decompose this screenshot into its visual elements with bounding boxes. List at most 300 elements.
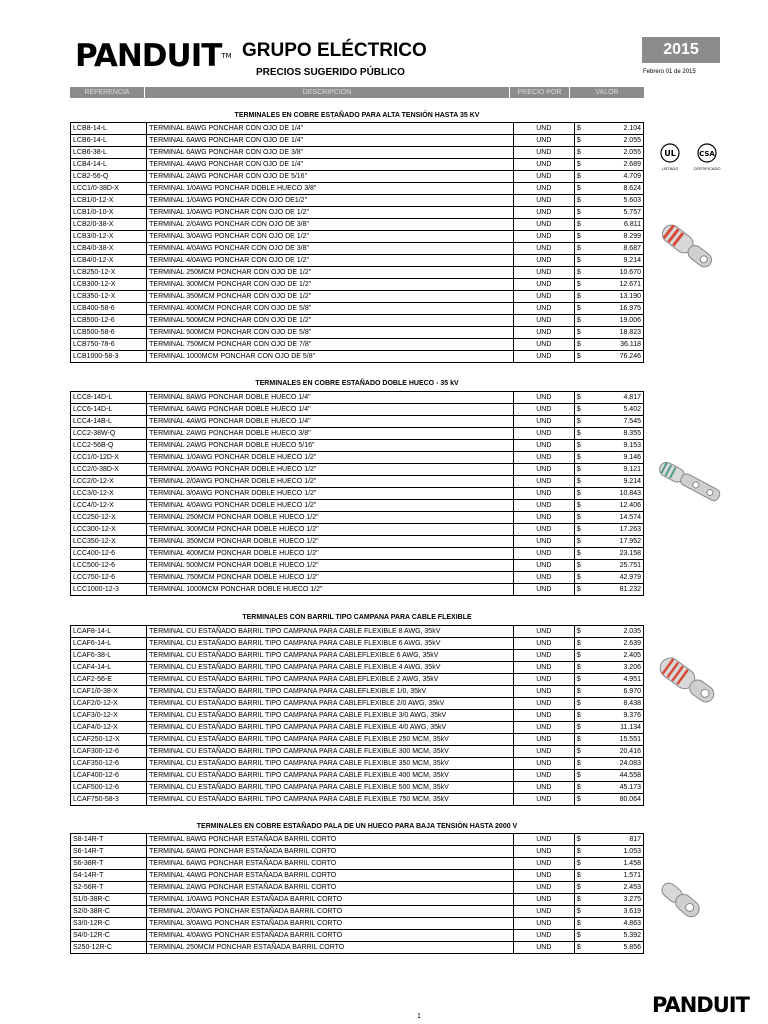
table-row xyxy=(71,906,644,918)
cell-description: TERMINAL 1/0AWG PONCHAR ESTAÑADA BARRIL CORTO xyxy=(147,894,514,906)
cell-description: TERMINAL 2/0AWG PONCHAR DOBLE HUECO 1/2" xyxy=(147,476,514,488)
table-row xyxy=(71,894,644,906)
cell-reference: LCAF8-14-L xyxy=(71,626,147,638)
lug-double-hole-image xyxy=(650,455,730,511)
cell-unit: UND xyxy=(513,638,574,650)
cell-unit: UND xyxy=(513,231,574,243)
table-row xyxy=(71,734,644,746)
cell-unit: UND xyxy=(513,918,574,930)
cell-unit: UND xyxy=(513,512,574,524)
cell-currency: $ xyxy=(574,159,587,171)
cell-reference: LCC8-14D-L xyxy=(71,392,147,404)
cell-description: TERMINAL 6AWG PONCHAR CON OJO DE 1/4" xyxy=(147,135,514,147)
cell-currency: $ xyxy=(574,147,587,159)
cell-unit: UND xyxy=(513,536,574,548)
cell-currency: $ xyxy=(574,392,587,404)
cell-price: 19.006 xyxy=(587,315,644,327)
cell-price: 14.574 xyxy=(587,512,644,524)
cell-reference: LCAF400-12-6 xyxy=(71,770,147,782)
cell-description: TERMINAL 8AWG PONCHAR CON OJO DE 1/4" xyxy=(147,123,514,135)
cell-description: TERMINAL 1000MCM PONCHAR CON OJO DE 5/8" xyxy=(147,351,514,363)
cell-price: 24.083 xyxy=(587,758,644,770)
cell-currency: $ xyxy=(574,512,587,524)
section-title-doble-hueco: TERMINALES EN COBRE ESTAÑADO DOBLE HUECO - 35 kV xyxy=(255,380,459,387)
cell-reference: S3/0-12R-C xyxy=(71,918,147,930)
cell-unit: UND xyxy=(513,440,574,452)
cell-unit: UND xyxy=(513,626,574,638)
cell-price: 4.951 xyxy=(587,674,644,686)
cell-price: 25.751 xyxy=(587,560,644,572)
cell-price: 20.416 xyxy=(587,746,644,758)
cell-price: 9.153 xyxy=(587,440,644,452)
cell-price: 3.206 xyxy=(587,662,644,674)
cell-description: TERMINAL 2AWG PONCHAR ESTAÑADA BARRIL CORTO xyxy=(147,882,514,894)
cell-price: 4.817 xyxy=(587,392,644,404)
cell-description: TERMINAL 250MCM PONCHAR CON OJO DE 1/2" xyxy=(147,267,514,279)
cell-currency: $ xyxy=(574,662,587,674)
table-row xyxy=(71,722,644,734)
cell-reference: LCAF350-12-6 xyxy=(71,758,147,770)
cell-description: TERMINAL 3/0AWG PONCHAR CON OJO DE 1/2" xyxy=(147,231,514,243)
table-row xyxy=(71,404,644,416)
cell-reference: LCC3/0-12-X xyxy=(71,488,147,500)
table-row xyxy=(71,267,644,279)
cell-currency: $ xyxy=(574,698,587,710)
cell-unit: UND xyxy=(513,183,574,195)
brand-name: PANDUIT xyxy=(75,38,222,74)
table-row xyxy=(71,572,644,584)
table-row xyxy=(71,219,644,231)
cell-description: TERMINAL CU ESTAÑADO BARRIL TIPO CAMPANA PARA CABLEFLEXIBLE 6 AWG, 35kV xyxy=(147,650,514,662)
cell-reference: LCC2-38W-Q xyxy=(71,428,147,440)
table-row xyxy=(71,584,644,596)
cell-unit: UND xyxy=(513,159,574,171)
cell-price: 2.035 xyxy=(587,626,644,638)
cell-unit: UND xyxy=(513,686,574,698)
cell-price: 12.671 xyxy=(587,279,644,291)
cell-description: TERMINAL 750MCM PONCHAR DOBLE HUECO 1/2" xyxy=(147,572,514,584)
cell-unit: UND xyxy=(513,650,574,662)
cell-description: TERMINAL 500MCM PONCHAR CON OJO DE 5/8" xyxy=(147,327,514,339)
table-row xyxy=(71,183,644,195)
cell-reference: LCAF3/0-12-X xyxy=(71,710,147,722)
cell-currency: $ xyxy=(574,440,587,452)
cell-reference: LCB400-58-6 xyxy=(71,303,147,315)
cell-unit: UND xyxy=(513,942,574,954)
cell-price: 15.551 xyxy=(587,734,644,746)
table-row xyxy=(71,428,644,440)
cell-currency: $ xyxy=(574,536,587,548)
cell-reference: LCB4-14-L xyxy=(71,159,147,171)
cell-reference: LCC2/0-12-X xyxy=(71,476,147,488)
cell-description: TERMINAL CU ESTAÑADO BARRIL TIPO CAMPANA PARA CABLE FLEXIBLE 500 MCM, 35kV xyxy=(147,782,514,794)
cell-currency: $ xyxy=(574,267,587,279)
column-header-desc: DESCRIPCIÓN xyxy=(145,87,510,98)
cell-price: 9.146 xyxy=(587,452,644,464)
cell-currency: $ xyxy=(574,734,587,746)
svg-text:UL: UL xyxy=(664,149,676,158)
cell-price: 44.558 xyxy=(587,770,644,782)
cell-reference: LCAF6-38-L xyxy=(71,650,147,662)
cell-reference: LCC2/0-38D-X xyxy=(71,464,147,476)
cell-unit: UND xyxy=(513,858,574,870)
section-title-barril-campana: TERMINALES CON BARRIL TIPO CAMPANA PARA CABLE FLEXIBLE xyxy=(242,614,472,621)
cell-reference: LCC2-56B-Q xyxy=(71,440,147,452)
csa-certified-label: CERTIFICADO xyxy=(693,166,721,171)
cell-price: 9.214 xyxy=(587,476,644,488)
cell-currency: $ xyxy=(574,882,587,894)
cell-reference: LCB2/0-38-X xyxy=(71,219,147,231)
cell-currency: $ xyxy=(574,674,587,686)
cell-reference: LCC300-12-X xyxy=(71,524,147,536)
cell-currency: $ xyxy=(574,404,587,416)
table-row xyxy=(71,548,644,560)
cell-description: TERMINAL CU ESTAÑADO BARRIL TIPO CAMPANA PARA CABLE FLEXIBLE 3/0 AWG, 35kV xyxy=(147,710,514,722)
cell-unit: UND xyxy=(513,207,574,219)
table-row xyxy=(71,930,644,942)
cell-unit: UND xyxy=(513,123,574,135)
cell-unit: UND xyxy=(513,746,574,758)
cell-description: TERMINAL 2AWG PONCHAR CON OJO DE 5/16" xyxy=(147,171,514,183)
cell-unit: UND xyxy=(513,195,574,207)
cell-unit: UND xyxy=(513,674,574,686)
cell-reference: LCAF2/0-12-X xyxy=(71,698,147,710)
cell-unit: UND xyxy=(513,882,574,894)
section-title-alta-tension: TERMINALES EN COBRE ESTAÑADO PARA ALTA TENSIÓN HASTA 35 KV xyxy=(234,112,480,119)
cell-reference: LCC4/0-12-X xyxy=(71,500,147,512)
cell-price: 5.603 xyxy=(587,195,644,207)
cell-reference: LCB300-12-X xyxy=(71,279,147,291)
cell-reference: LCC1/0-38D-X xyxy=(71,183,147,195)
cell-unit: UND xyxy=(513,758,574,770)
cell-currency: $ xyxy=(574,794,587,806)
table-row xyxy=(71,674,644,686)
table-row xyxy=(71,243,644,255)
cell-currency: $ xyxy=(574,219,587,231)
cell-description: TERMINAL 6AWG PONCHAR ESTAÑADA BARRIL CORTO xyxy=(147,858,514,870)
cell-reference: LCAF500-12-6 xyxy=(71,782,147,794)
cell-reference: LCB4/0-38-X xyxy=(71,243,147,255)
cell-description: TERMINAL 3/0AWG PONCHAR DOBLE HUECO 1/2" xyxy=(147,488,514,500)
cell-reference: LCB8-14-L xyxy=(71,123,147,135)
cell-reference: LCB350-12-X xyxy=(71,291,147,303)
cell-unit: UND xyxy=(513,452,574,464)
cell-unit: UND xyxy=(513,524,574,536)
cell-unit: UND xyxy=(513,488,574,500)
cell-price: 2.104 xyxy=(587,123,644,135)
cell-price: 2.055 xyxy=(587,135,644,147)
cell-unit: UND xyxy=(513,846,574,858)
cell-reference: LCAF2-56-E xyxy=(71,674,147,686)
cell-reference: LCC500-12-6 xyxy=(71,560,147,572)
table-row xyxy=(71,476,644,488)
cell-reference: LCB750-78-6 xyxy=(71,339,147,351)
cell-currency: $ xyxy=(574,758,587,770)
cell-currency: $ xyxy=(574,171,587,183)
cell-description: TERMINAL 1000MCM PONCHAR DOBLE HUECO 1/2" xyxy=(147,584,514,596)
table-row xyxy=(71,279,644,291)
cell-unit: UND xyxy=(513,894,574,906)
cell-reference: LCB6-14-L xyxy=(71,135,147,147)
table-row xyxy=(71,171,644,183)
cell-reference: LCC4-14B-L xyxy=(71,416,147,428)
cell-reference: S2-56R-T xyxy=(71,882,147,894)
cell-price: 5.856 xyxy=(587,942,644,954)
cell-description: TERMINAL 3/0AWG PONCHAR ESTAÑADA BARRIL CORTO xyxy=(147,918,514,930)
cell-currency: $ xyxy=(574,894,587,906)
cell-unit: UND xyxy=(513,662,574,674)
table-row xyxy=(71,686,644,698)
cell-price: 10.843 xyxy=(587,488,644,500)
cell-currency: $ xyxy=(574,650,587,662)
cell-description: TERMINAL 2AWG PONCHAR DOBLE HUECO 5/16" xyxy=(147,440,514,452)
cell-unit: UND xyxy=(513,734,574,746)
cell-currency: $ xyxy=(574,183,587,195)
cell-description: TERMINAL 300MCM PONCHAR CON OJO DE 1/2" xyxy=(147,279,514,291)
cell-currency: $ xyxy=(574,303,587,315)
cell-unit: UND xyxy=(513,710,574,722)
cell-price: 12.406 xyxy=(587,500,644,512)
table-row xyxy=(71,758,644,770)
cell-description: TERMINAL CU ESTAÑADO BARRIL TIPO CAMPANA PARA CABLE FLEXIBLE 400 MCM, 35kV xyxy=(147,770,514,782)
cell-currency: $ xyxy=(574,428,587,440)
cell-currency: $ xyxy=(574,548,587,560)
cell-price: 16.975 xyxy=(587,303,644,315)
table-row xyxy=(71,231,644,243)
cell-price: 6.970 xyxy=(587,686,644,698)
cell-reference: LCAF6-14-L xyxy=(71,638,147,650)
cell-unit: UND xyxy=(513,906,574,918)
cell-price: 4.709 xyxy=(587,171,644,183)
cell-currency: $ xyxy=(574,315,587,327)
cell-currency: $ xyxy=(574,560,587,572)
panduit-logo-footer: PANDUIT xyxy=(652,993,749,1017)
table-row xyxy=(71,135,644,147)
table-row xyxy=(71,782,644,794)
cell-unit: UND xyxy=(513,327,574,339)
table-row xyxy=(71,846,644,858)
table-row xyxy=(71,464,644,476)
cell-reference: LCC250-12-X xyxy=(71,512,147,524)
table-row xyxy=(71,662,644,674)
cell-currency: $ xyxy=(574,942,587,954)
cell-price: 18.823 xyxy=(587,327,644,339)
cell-reference: S2/0-38R-C xyxy=(71,906,147,918)
cell-description: TERMINAL 250MCM PONCHAR ESTAÑADA BARRIL CORTO xyxy=(147,942,514,954)
table-row xyxy=(71,327,644,339)
cell-currency: $ xyxy=(574,584,587,596)
cell-price: 1.458 xyxy=(587,858,644,870)
cell-unit: UND xyxy=(513,770,574,782)
cell-reference: S4/0-12R-C xyxy=(71,930,147,942)
cell-unit: UND xyxy=(513,339,574,351)
cell-price: 5.757 xyxy=(587,207,644,219)
lug-flex-cable-image xyxy=(648,648,728,714)
table-row xyxy=(71,339,644,351)
table-row xyxy=(71,315,644,327)
cell-price: 81.232 xyxy=(587,584,644,596)
cell-unit: UND xyxy=(513,548,574,560)
cell-price: 9.214 xyxy=(587,255,644,267)
cell-unit: UND xyxy=(513,279,574,291)
column-header-ref: REFERENCIA xyxy=(70,87,145,98)
cell-reference: LCB4/0-12-X xyxy=(71,255,147,267)
cell-currency: $ xyxy=(574,686,587,698)
cell-description: TERMINAL CU ESTAÑADO BARRIL TIPO CAMPANA PARA CABLEFLEXIBLE 2 AWG, 35kV xyxy=(147,674,514,686)
cell-price: 3.619 xyxy=(587,906,644,918)
cell-description: TERMINAL 6AWG PONCHAR CON OJO DE 3/8" xyxy=(147,147,514,159)
table-row xyxy=(71,524,644,536)
column-header-unit: PRECIO POR xyxy=(510,87,570,98)
cell-unit: UND xyxy=(513,315,574,327)
page-number: 1 xyxy=(417,1013,421,1020)
cell-description: TERMINAL 1/0AWG PONCHAR CON OJO DE1/2" xyxy=(147,195,514,207)
cell-description: TERMINAL CU ESTAÑADO BARRIL TIPO CAMPANA PARA CABLE FLEXIBLE 350 MCM, 35kV xyxy=(147,758,514,770)
cell-price: 8.687 xyxy=(587,243,644,255)
price-table-alta-tension xyxy=(70,122,644,363)
table-row xyxy=(71,147,644,159)
cell-reference: LCB1/0-12-X xyxy=(71,195,147,207)
cell-price: 5.392 xyxy=(587,930,644,942)
cell-unit: UND xyxy=(513,782,574,794)
cell-description: TERMINAL 2/0AWG PONCHAR CON OJO DE 3/8" xyxy=(147,219,514,231)
cell-price: 9.376 xyxy=(587,710,644,722)
cell-reference: LCAF4/0-12-X xyxy=(71,722,147,734)
table-row xyxy=(71,512,644,524)
cell-unit: UND xyxy=(513,722,574,734)
section-title-baja-tension: TERMINALES EN COBRE ESTAÑADO PALA DE UN HUECO PARA BAJA TENSIÓN HASTA 2000 V xyxy=(196,823,518,830)
cell-reference: S6-14R-T xyxy=(71,846,147,858)
cell-description: TERMINAL 4AWG PONCHAR CON OJO DE 1/4" xyxy=(147,159,514,171)
cell-reference: LCAF250-12-X xyxy=(71,734,147,746)
cell-reference: LCB6-38-L xyxy=(71,147,147,159)
lug-low-voltage-image xyxy=(652,876,712,926)
cell-reference: LCAF4-14-L xyxy=(71,662,147,674)
cell-unit: UND xyxy=(513,135,574,147)
cell-description: TERMINAL 8AWG PONCHAR ESTAÑADA BARRIL CORTO xyxy=(147,834,514,846)
cell-price: 45.173 xyxy=(587,782,644,794)
lug-single-hole-image xyxy=(648,214,728,280)
cell-description: TERMINAL CU ESTAÑADO BARRIL TIPO CAMPANA PARA CABLE FLEXIBLE 4/0 AWG, 35kV xyxy=(147,722,514,734)
cell-price: 11.134 xyxy=(587,722,644,734)
cell-currency: $ xyxy=(574,918,587,930)
cell-price: 8.624 xyxy=(587,183,644,195)
panduit-logo xyxy=(75,40,232,72)
cell-currency: $ xyxy=(574,500,587,512)
cell-currency: $ xyxy=(574,207,587,219)
cell-currency: $ xyxy=(574,291,587,303)
cell-currency: $ xyxy=(574,123,587,135)
cell-price: 76.246 xyxy=(587,351,644,363)
brand-trademark: TM xyxy=(221,52,232,60)
cell-currency: $ xyxy=(574,906,587,918)
table-row xyxy=(71,536,644,548)
cell-description: TERMINAL CU ESTAÑADO BARRIL TIPO CAMPANA PARA CABLEFLEXIBLE 2/0 AWG, 35kV xyxy=(147,698,514,710)
cell-price: 3.275 xyxy=(587,894,644,906)
cell-description: TERMINAL CU ESTAÑADO BARRIL TIPO CAMPANA PARA CABLEFLEXIBLE 1/0, 35kV xyxy=(147,686,514,698)
column-header-row xyxy=(70,87,644,98)
csa-logo-icon xyxy=(692,143,722,165)
table-row xyxy=(71,746,644,758)
cell-currency: $ xyxy=(574,870,587,882)
price-table-barril-campana xyxy=(70,625,644,806)
cell-reference: LCB250-12-X xyxy=(71,267,147,279)
cell-description: TERMINAL 4AWG PONCHAR DOBLE HUECO 1/4" xyxy=(147,416,514,428)
cell-unit: UND xyxy=(513,255,574,267)
table-row xyxy=(71,351,644,363)
table-row xyxy=(71,303,644,315)
cell-unit: UND xyxy=(513,464,574,476)
cell-currency: $ xyxy=(574,858,587,870)
cell-description: TERMINAL 1/0AWG PONCHAR CON OJO DE 1/2" xyxy=(147,207,514,219)
cell-description: TERMINAL 6AWG PONCHAR ESTAÑADA BARRIL CORTO xyxy=(147,846,514,858)
cell-price: 2.639 xyxy=(587,638,644,650)
price-table-baja-tension xyxy=(70,833,644,954)
cell-price: 17.263 xyxy=(587,524,644,536)
cell-unit: UND xyxy=(513,147,574,159)
cell-currency: $ xyxy=(574,327,587,339)
cell-unit: UND xyxy=(513,303,574,315)
cell-price: 2.689 xyxy=(587,159,644,171)
cell-currency: $ xyxy=(574,231,587,243)
cell-description: TERMINAL 2/0AWG PONCHAR ESTAÑADA BARRIL CORTO xyxy=(147,906,514,918)
cell-currency: $ xyxy=(574,710,587,722)
cell-currency: $ xyxy=(574,638,587,650)
cell-price: 8.438 xyxy=(587,698,644,710)
cell-description: TERMINAL 4AWG PONCHAR ESTAÑADA BARRIL CORTO xyxy=(147,870,514,882)
cell-description: TERMINAL 6AWG PONCHAR DOBLE HUECO 1/4" xyxy=(147,404,514,416)
table-row xyxy=(71,488,644,500)
cell-unit: UND xyxy=(513,351,574,363)
price-date: Febrero 01 de 2015 xyxy=(643,69,696,75)
cell-price: 4.863 xyxy=(587,918,644,930)
table-row xyxy=(71,159,644,171)
cell-reference: LCB2-56-Q xyxy=(71,171,147,183)
cell-description: TERMINAL 4/0AWG PONCHAR CON OJO DE 1/2" xyxy=(147,255,514,267)
cell-unit: UND xyxy=(513,219,574,231)
cell-description: TERMINAL 400MCM PONCHAR CON OJO DE 5/8" xyxy=(147,303,514,315)
cell-description: TERMINAL CU ESTAÑADO BARRIL TIPO CAMPANA PARA CABLE FLEXIBLE 750 MCM, 35kV xyxy=(147,794,514,806)
table-row xyxy=(71,255,644,267)
cell-currency: $ xyxy=(574,416,587,428)
cell-currency: $ xyxy=(574,279,587,291)
cell-reference: S1/0-38R-C xyxy=(71,894,147,906)
cell-currency: $ xyxy=(574,195,587,207)
cell-price: 8.299 xyxy=(587,231,644,243)
cell-reference: LCB500-58-6 xyxy=(71,327,147,339)
table-row xyxy=(71,710,644,722)
cell-reference: LCAF300-12-6 xyxy=(71,746,147,758)
year-badge: 2015 xyxy=(642,37,720,63)
cell-reference: LCC1000-12-3 xyxy=(71,584,147,596)
cell-description: TERMINAL 4/0AWG PONCHAR ESTAÑADA BARRIL CORTO xyxy=(147,930,514,942)
csa-certified-mark xyxy=(692,143,722,171)
cell-unit: UND xyxy=(513,267,574,279)
table-row xyxy=(71,416,644,428)
svg-text:CSA: CSA xyxy=(699,150,715,158)
cell-description: TERMINAL 2/0AWG PONCHAR DOBLE HUECO 1/2" xyxy=(147,464,514,476)
cell-description: TERMINAL 8AWG PONCHAR DOBLE HUECO 1/4" xyxy=(147,392,514,404)
table-row xyxy=(71,858,644,870)
document-title: GRUPO ELÉCTRICO xyxy=(242,40,427,61)
cell-description: TERMINAL 350MCM PONCHAR DOBLE HUECO 1/2" xyxy=(147,536,514,548)
cell-currency: $ xyxy=(574,351,587,363)
ul-listed-label: LISTADO xyxy=(661,166,679,171)
cell-description: TERMINAL 1/0AWG PONCHAR DOBLE HUECO 1/2" xyxy=(147,452,514,464)
price-table-doble-hueco xyxy=(70,391,644,596)
cell-reference: S8-14R-T xyxy=(71,834,147,846)
cell-unit: UND xyxy=(513,870,574,882)
